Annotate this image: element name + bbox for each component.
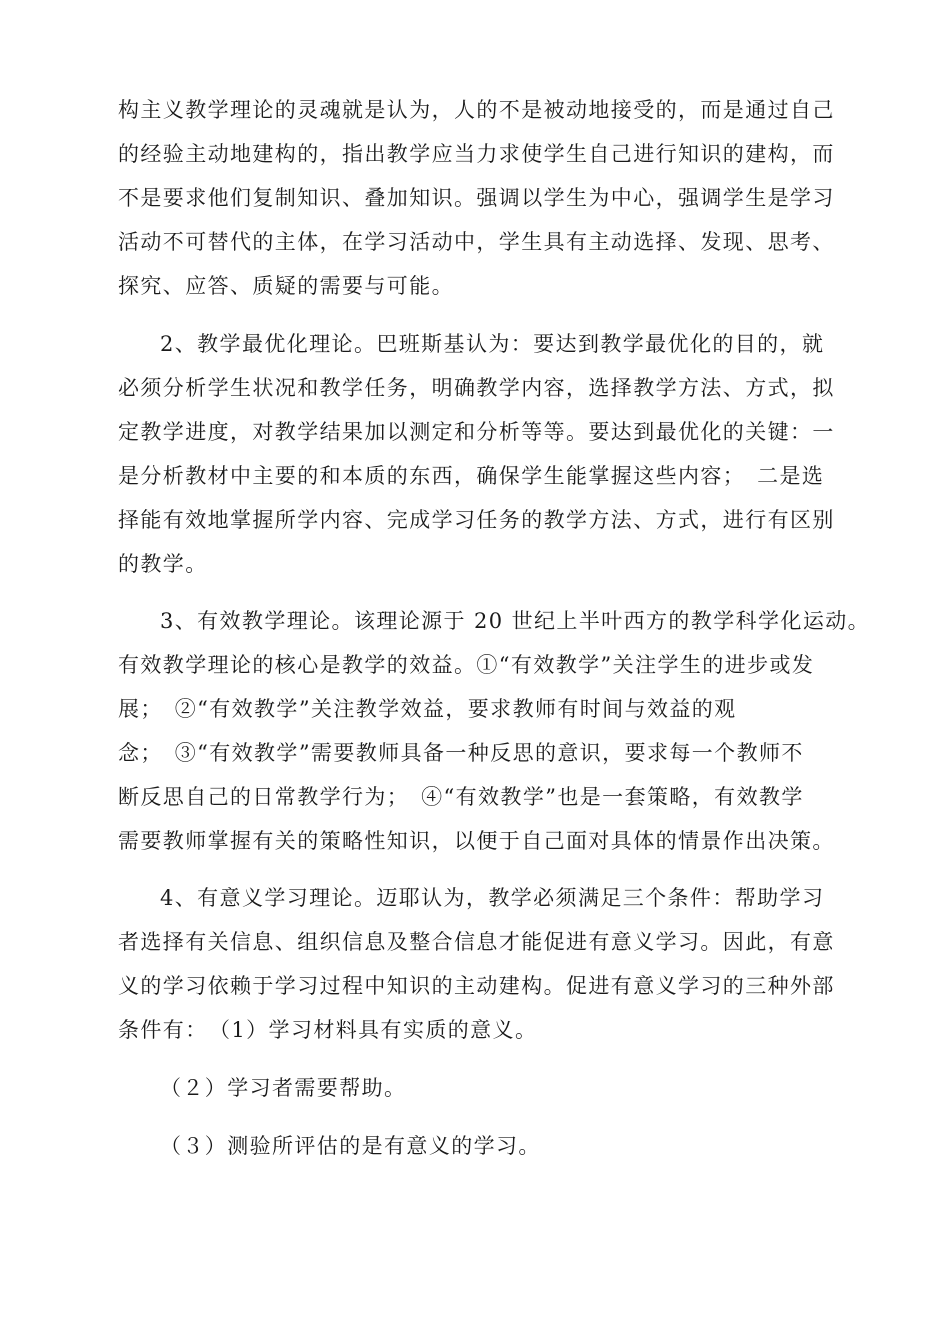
text-line: 是分析教材中主要的和本质的东西，确保学生能掌握这些内容； 二是选 <box>118 464 825 488</box>
text-line: 念； ③“有效教学”需要教师具备一种反思的意识，要求每一个教师不 <box>118 741 804 765</box>
text-line: 条件有： （1）学习材料具有实质的意义。 <box>118 1018 538 1042</box>
text-line: 不是要求他们复制知识、叠加知识。强调以学生为中心，强调学生是学习 <box>118 186 835 210</box>
text-line: 展； ②“有效教学”关注教学效益，要求教师有时间与效益的观 <box>118 697 737 721</box>
text-line: 2、教学最优化理论。巴班斯基认为：要达到教学最优化的目的，就 <box>160 332 825 356</box>
text-line: 探究、应答、质疑的需要与可能。 <box>118 274 454 298</box>
text-line: 活动不可替代的主体，在学习活动中，学生具有主动选择、发现、思考、 <box>118 230 835 254</box>
text-line: 的经验主动地建构的，指出教学应当力求使学生自己进行知识的建构，而 <box>118 142 835 166</box>
text-line: 3、有效教学理论。该理论源于 20 世纪上半叶西方的教学科学化运动。 <box>160 609 871 633</box>
text-line: 需要教师掌握有关的策略性知识，以便于自己面对具体的情景作出决策。 <box>118 829 835 853</box>
text-line: 定教学进度，对教学结果加以测定和分析等等。要达到最优化的关键：一 <box>118 420 835 444</box>
text-line: 者选择有关信息、组织信息及整合信息才能促进有意义学习。因此，有意 <box>118 930 835 954</box>
text-line: 必须分析学生状况和教学任务，明确教学内容，选择教学方法、方式，拟 <box>118 376 835 400</box>
text-line: 有效教学理论的核心是教学的效益。①“有效教学”关注学生的进步或发 <box>118 653 815 677</box>
text-line: 断反思自己的日常教学行为； ④“有效教学”也是一套策略，有效教学 <box>118 785 804 809</box>
text-line: （３）测验所评估的是有意义的学习。 <box>160 1134 541 1158</box>
text-line: 义的学习依赖于学习过程中知识的主动建构。促进有意义学习的三种外部 <box>118 974 835 998</box>
text-line: 的教学。 <box>118 552 208 576</box>
text-line: 4、有意义学习理论。迈耶认为，教学必须满足三个条件：帮助学习 <box>160 886 825 910</box>
text-line: （２）学习者需要帮助。 <box>160 1076 407 1100</box>
text-line: 构主义教学理论的灵魂就是认为，人的不是被动地接受的，而是通过自己 <box>118 98 835 122</box>
text-line: 择能有效地掌握所学内容、完成学习任务的教学方法、方式，进行有区别 <box>118 508 835 532</box>
